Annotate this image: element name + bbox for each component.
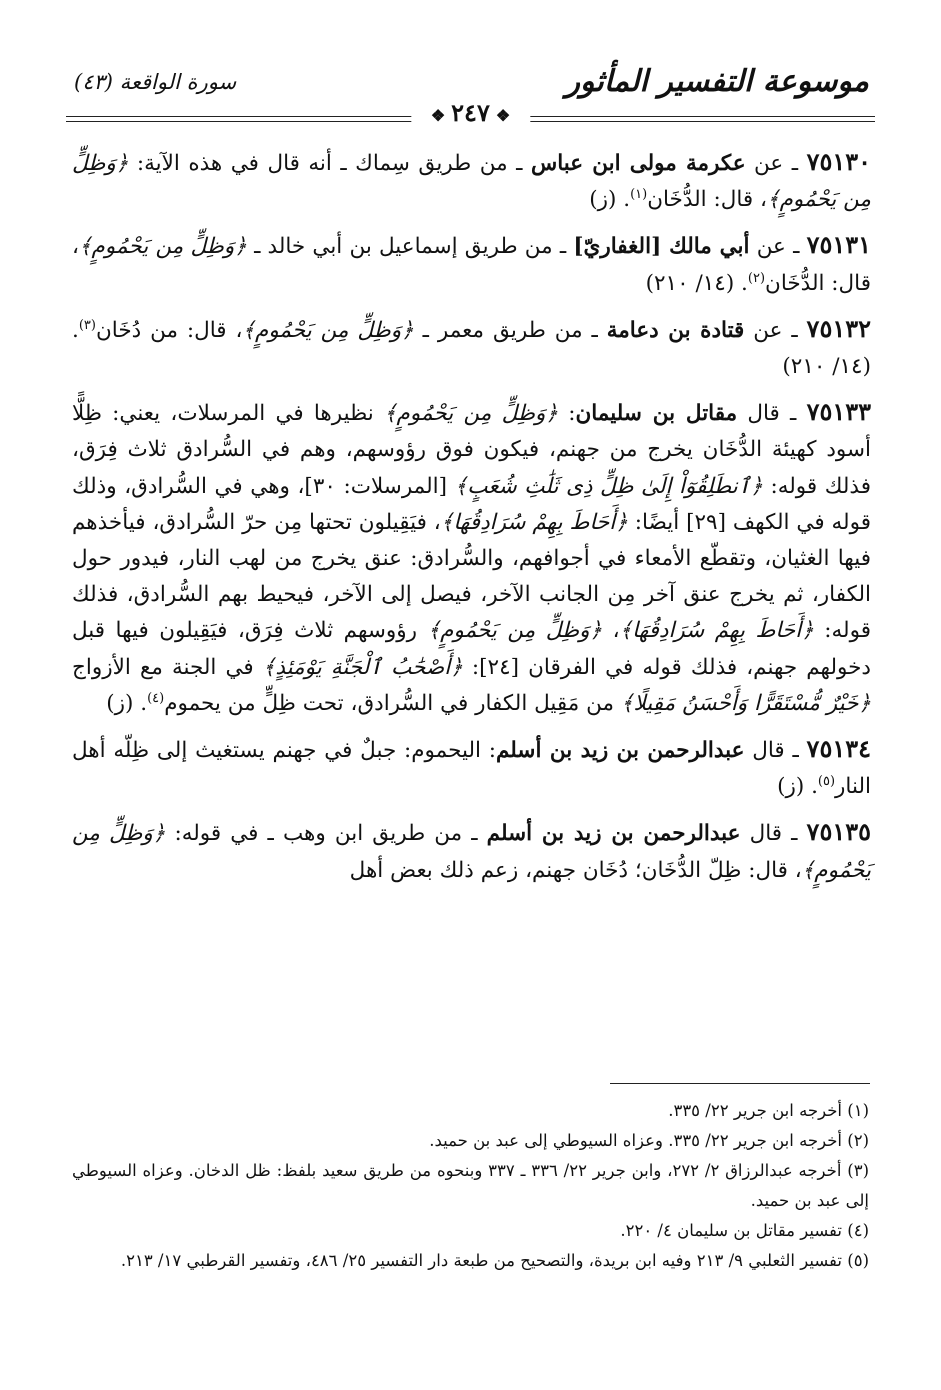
footnote-3: (٣) أخرجه عبدالرزاق ٢/ ٢٧٢، وابن جرير ٢٢/ ٣٣٦ ـ ٣٣٧ وبنحوه من طريق سعيد بلفظ: ظل الدخان. وعزاه السيوطي إلى عبد بن حميد. bbox=[72, 1161, 870, 1210]
narrator-name: أبي مالك [الغفاريّ] bbox=[573, 234, 750, 260]
quran-quote: ﴿أَصْحَٰبُ ٱلْجَنَّةِ يَوْمَئِذٍ﴾ bbox=[262, 654, 463, 680]
entry-text: ـ قال bbox=[744, 738, 807, 764]
entry-text: : bbox=[557, 401, 576, 427]
quran-quote: ﴿وَظِلٍّ مِن يَحْمُومٍ﴾ bbox=[427, 618, 603, 644]
entry-75134 bbox=[72, 731, 871, 805]
entry-text: نظيرها في المرسلات، يعني: ظِلًّا أسود كهيئة الدُّخَان يخرج من جهنم، فيكون فوق رؤوسهم، وهم في السُّرادق ثلاث فِرَق، فذلك قوله: bbox=[72, 401, 871, 499]
entry-text: رؤوسهم ثلاث فِرَق، فيَقِيلون فيها قبل دخولهم جهنم، فذلك قوله في الفرقان [٢٤]: bbox=[72, 618, 871, 680]
entry-text: [المرسلات: ٣٠]، وهي في السُّرادق، وذلك قوله في الكهف [٢٩] أيضًا: bbox=[72, 473, 871, 535]
entry-text: ـ عن bbox=[744, 317, 807, 343]
page-body bbox=[72, 144, 871, 898]
entry-text: من مَقِيل الكفار في السُّرادق، تحت ظِلٍّ من يحموم bbox=[164, 690, 621, 716]
footnote-2: (٢) أخرجه ابن جرير ٢٢/ ٣٣٥. وعزاه السيوطي إلى عبد بن حميد. bbox=[429, 1131, 869, 1150]
entry-text: ـ عن bbox=[745, 151, 807, 176]
entry-ref: . (ز) bbox=[589, 187, 631, 213]
quran-quote: ﴿ٱنطَلِقُوٓاْ إِلَىٰ ظِلٍّ ذِى ثَلَٰثِ شُعَبٍ﴾ bbox=[454, 473, 763, 499]
quran-quote: ﴿وَظِلٍّ مِن يَحْمُومٍ﴾ bbox=[72, 821, 871, 883]
right-ornament-icon: ❖ bbox=[430, 106, 446, 125]
page-number-text: ٢٤٧ bbox=[451, 98, 490, 127]
entry-text: ـ من طريق سِماك ـ أنه قال في هذه الآية: bbox=[128, 151, 531, 176]
entry-text: ـ من طريق معمر ـ bbox=[413, 317, 607, 343]
narrator-name: قتادة بن دعامة bbox=[606, 317, 745, 343]
entry-number: ٧٥١٣٤ bbox=[806, 734, 871, 764]
footnote-1: (١) أخرجه ابن جرير ٢٢/ ٣٣٥. bbox=[668, 1101, 869, 1120]
entry-75131 bbox=[72, 227, 871, 301]
entry-75130 bbox=[72, 144, 871, 218]
entry-75135 bbox=[72, 814, 871, 888]
entry-text: ـ من طريق ابن وهب ـ في قوله: bbox=[165, 821, 487, 847]
footnote-ref[interactable]: (٥) bbox=[817, 774, 836, 790]
surah-label: سورة الواقعة (٤٣) bbox=[74, 70, 237, 94]
narrator-name: مقاتل بن سليمان bbox=[575, 401, 738, 427]
entry-text: : اليحموم: جبلٌ في جهنم يستغيث إلى ظِلّه أهل النار bbox=[72, 738, 871, 800]
narrator-name: عبدالرحمن بن زيد بن أسلم bbox=[496, 738, 745, 764]
quran-quote: ﴿وَظِلٍّ مِن يَحْمُومٍ﴾ bbox=[72, 151, 871, 213]
entry-text: ـ من طريق إسماعيل بن أبي خالد ـ bbox=[246, 234, 574, 260]
footnote-separator bbox=[610, 1083, 870, 1084]
quran-quote: ﴿أَحَاطَ بِهِمْ سُرَادِقُهَا﴾ bbox=[619, 618, 814, 644]
footnote-ref[interactable]: (٣) bbox=[78, 317, 96, 333]
footnote-5: (٥) تفسير الثعلبي ٩/ ٢١٣ وفيه ابن بريدة، والتصحيح من طبعة دار التفسير ٢٥/ ٤٨٦، وتفسير القرطبي ١٧/ ٢١٣. bbox=[120, 1251, 869, 1270]
entry-75132 bbox=[72, 311, 871, 385]
footnote-ref[interactable]: (٤) bbox=[147, 690, 165, 706]
series-title: موسوعة التفسير المأثور bbox=[565, 64, 869, 99]
quran-quote: ﴿وَظِلٍّ مِن يَحْمُومٍ﴾ bbox=[242, 317, 414, 343]
left-ornament-icon: ❖ bbox=[495, 106, 511, 125]
quran-quote: ﴿وَظِلٍّ مِن يَحْمُومٍ﴾ bbox=[78, 234, 247, 260]
entry-text: في الجنة مع الأزواج bbox=[72, 654, 263, 680]
entry-text: ، فيَقِيلون تحتها مِن حرّ السُّرادق، فيأخذهم فيها الغثيان، وتقطّع الأمعاء في أجوافهم، والسُّرادق: عنق يخرج من لهب النار، فيدور حول الكفار، ثم يخرج عنق آخر مِن الجانب الآخر، فيصل إلى الآخر، فيحيط بهم السُّرادق، فذلك قوله: bbox=[72, 509, 871, 644]
entry-75133 bbox=[72, 394, 871, 722]
entry-text: ـ قال bbox=[740, 821, 807, 847]
entry-number: ٧٥١٣٢ bbox=[806, 313, 871, 343]
page-header bbox=[66, 58, 875, 128]
footnote-ref[interactable]: (١) bbox=[630, 187, 648, 203]
entry-text: ، bbox=[602, 618, 620, 644]
entry-ref: . (ز) bbox=[777, 774, 818, 800]
footnotes bbox=[72, 1096, 869, 1276]
entry-text: ـ عن bbox=[749, 234, 807, 260]
entry-number: ٧٥١٣٥ bbox=[806, 817, 871, 847]
entry-text: ، قال: الدُّخَان bbox=[647, 187, 767, 213]
entry-ref: . (ز) bbox=[106, 690, 148, 716]
quran-quote: ﴿خَيْرٌ مُّسْتَقَرًّا وَأَحْسَنُ مَقِيلًا﴾ bbox=[620, 690, 871, 716]
narrator-name: عكرمة مولى ابن عباس bbox=[530, 151, 746, 176]
entry-number: ٧٥١٣٠ bbox=[806, 147, 872, 176]
entry-number: ٧٥١٣٣ bbox=[806, 397, 872, 427]
footnote-4: (٤) تفسير مقاتل بن سليمان ٤/ ٢٢٠. bbox=[620, 1221, 869, 1240]
entry-text: ـ قال bbox=[737, 401, 807, 427]
quran-quote: ﴿أَحَاطَ بِهِمْ سُرَادِقُهَا﴾ bbox=[440, 509, 628, 535]
entry-text: ، قال: من دُخَان bbox=[95, 317, 243, 343]
footnote-ref[interactable]: (٢) bbox=[747, 270, 766, 286]
narrator-name: عبدالرحمن بن زيد بن أسلم bbox=[486, 821, 741, 847]
page-number bbox=[411, 98, 530, 127]
entry-ref: . (١٤/ ٢١٠) bbox=[645, 270, 748, 296]
entry-text: ، قال: الدُّخَان bbox=[72, 234, 871, 296]
entry-text: ، قال: ظِلّ الدُّخَان؛ دُخَان جهنم، زعم ذلك بعض أهل bbox=[349, 857, 802, 883]
quran-quote: ﴿وَظِلٍّ مِن يَحْمُومٍ﴾ bbox=[383, 401, 558, 427]
entry-ref: . (١٤/ ٢١٠) bbox=[72, 317, 871, 380]
entry-number: ٧٥١٣١ bbox=[806, 230, 872, 260]
